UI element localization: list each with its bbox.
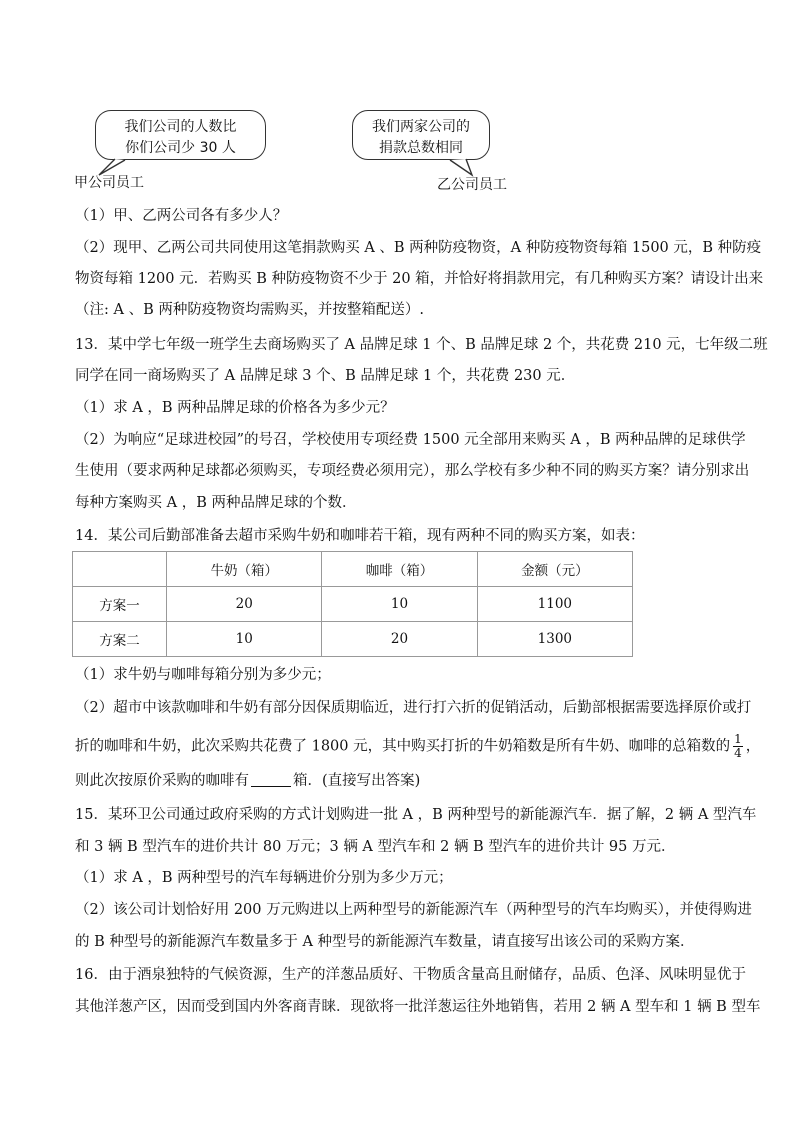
table-cell: 方案一	[73, 587, 167, 622]
bubble-b-line2: 捐款总数相同	[379, 140, 463, 156]
table-cell: 1300	[477, 622, 632, 657]
table-cell: 1100	[477, 587, 632, 622]
bubble-b-tail	[440, 145, 480, 177]
q14-part2-line3-pre: 则此次按原价采购的咖啡有	[75, 773, 249, 789]
q12-part2-line2: 物资每箱 1200 元．若购买 B 种防疫物资不少于 20 箱，并恰好将捐款用完，有几种购买方案？请设计出来	[75, 271, 764, 287]
q14-part2-line2: 折的咖啡和牛奶，此次采购共花费了 1800 元，其中购买打折的牛奶箱数是所有牛奶、咖啡的总箱数的 $\frac{1}{4}$ ，	[75, 732, 761, 760]
q12-part2-line1: （2）现甲、乙两公司共同使用这笔捐款购买 A 、B 两种防疫物资，A 种防疫物资每箱 1500 元，B 种防疫	[75, 240, 762, 256]
q13-part2-line1: （2）为响应“足球进校园”的号召，学校使用专项经费 1500 元全部用来购买 A ，B 两种品牌的足球供学	[75, 432, 746, 448]
q15-part2-line1: （2）该公司计划恰好用 200 万元购进以上两种型号的新能源汽车（两种型号的汽车均购买），并使得购进	[75, 902, 752, 918]
q14-part2-line2-text: 折的咖啡和牛奶，此次采购共花费了 1800 元，其中购买打折的牛奶箱数是所有牛奶、咖啡的总箱数的	[75, 738, 731, 755]
table-cell: 10	[322, 587, 477, 622]
table-header-cell: 金额（元）	[477, 552, 632, 587]
q16-line1: 16．由于酒泉独特的气候资源，生产的洋葱品质好、干物质含量高且耐储存，品质、色泽、风味明显优于	[75, 967, 746, 983]
q14-part2-line3	[75, 771, 420, 791]
answer-blank[interactable]	[251, 772, 291, 787]
q15-part2-line2: 的 B 种型号的新能源汽车数量多于 A 种型号的新能源汽车数量，请直接写出该公司的采购方案．	[75, 934, 695, 950]
table-row	[73, 622, 633, 657]
q14-line1: 14．某公司后勤部准备去超市采购牛奶和咖啡若干箱，现有两种不同的购买方案，如表：	[75, 528, 645, 544]
table-cell: 20	[322, 622, 477, 657]
table-header-cell	[73, 552, 167, 587]
bubble-b-line1: 我们两家公司的	[372, 119, 470, 135]
table-header-cell: 牛奶（箱）	[167, 552, 322, 587]
q15-part1: （1）求 A ，B 两种型号的汽车每辆进价分别为多少万元；	[75, 870, 453, 886]
q15-line1: 15．某环卫公司通过政府采购的方式计划购进一批 A ，B 两种型号的新能源汽车．据了解，2 辆 A 型汽车	[75, 807, 757, 823]
q15-line2: 和 3 辆 B 型汽车的进价共计 80 万元；3 辆 A 型汽车和 2 辆 B 型汽车的进价共计 95 万元．	[75, 839, 676, 855]
table-cell: 20	[167, 587, 322, 622]
table-cell: 方案二	[73, 622, 167, 657]
q13-line1: 13．某中学七年级一班学生去商场购买了 A 品牌足球 1 个、B 品牌足球 2 个，共花费 210 元，七年级二班	[75, 337, 768, 353]
q14-part2-line3-post: 箱．(直接写出答案)	[293, 773, 421, 789]
fraction-numerator: 1	[734, 732, 742, 746]
q16-line2: 其他洋葱产区，因而受到国内外客商青睐．现欲将一批洋葱运往外地销售，若用 2 辆 A 型车和 1 辆 B 型车	[75, 999, 761, 1015]
bubble-a-line2: 你们公司少 30 人	[125, 140, 236, 156]
q12-part2-line3: （注: A 、B 两种防疫物资均需购买，并按整箱配送）.	[75, 302, 424, 318]
table-cell: 10	[167, 622, 322, 657]
speaker-company-b: 乙公司员工	[437, 177, 507, 193]
q13-part1: （1）求 A ，B 两种品牌足球的价格各为多少元？	[75, 400, 395, 416]
fraction-denominator: 4	[734, 746, 742, 760]
q13-part2-line3: 每种方案购买 A ，B 两种品牌足球的个数．	[75, 495, 357, 511]
q12-part1: （1）甲、乙两公司各有多少人？	[75, 208, 288, 224]
table-header-cell: 咖啡（箱）	[322, 552, 477, 587]
purchase-plan-table	[72, 551, 633, 657]
table-row	[73, 587, 633, 622]
q13-line2: 同学在同一商场购买了 A 品牌足球 3 个、B 品牌足球 1 个，共花费 230 元．	[75, 368, 576, 384]
q14-part2-line1: （2）超市中该款咖啡和牛奶有部分因保质期临近，进行打六折的促销活动，后勤部根据需要选择原价或打	[75, 700, 752, 716]
table-header-row	[73, 552, 633, 587]
fraction-one-quarter	[733, 733, 743, 760]
bubble-a-line1: 我们公司的人数比	[124, 119, 237, 135]
q14-part1: （1）求牛奶与咖啡每箱分别为多少元；	[75, 667, 331, 683]
speaker-company-a: 甲公司员工	[74, 175, 144, 191]
q13-part2-line2: 生使用（要求两种足球都必须购买，专项经费必须用完），那么学校有多少种不同的购买方案？请分别求出	[75, 463, 750, 479]
